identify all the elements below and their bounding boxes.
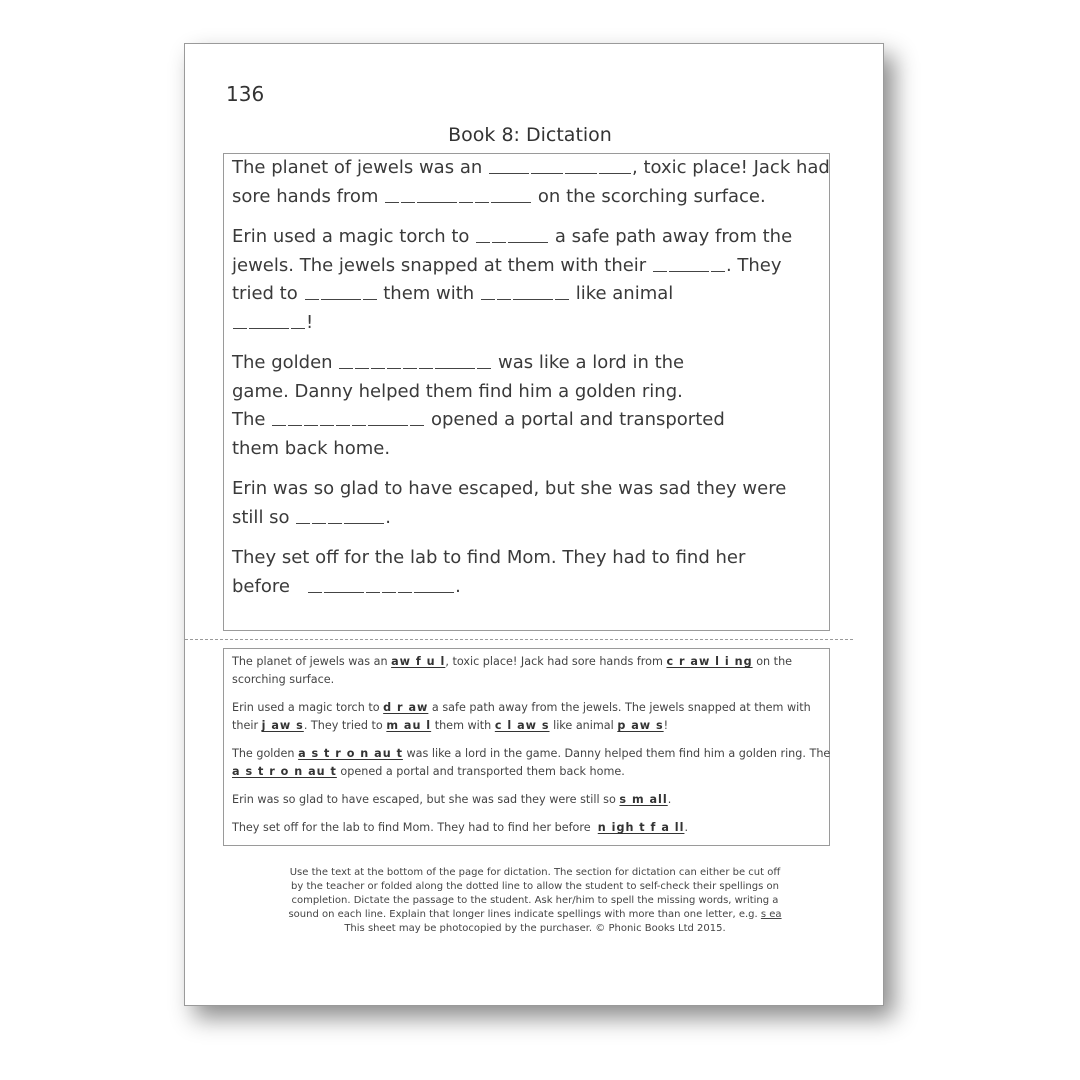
blank-line — [435, 368, 475, 369]
blank-line — [489, 173, 529, 174]
passage-text: game. Danny helped them find him a golden ring. — [232, 380, 683, 402]
blank-line — [475, 202, 489, 203]
passage-text: a safe path away from the — [554, 226, 793, 247]
answer-text: opened a portal and transported them back home. — [340, 765, 625, 778]
answer-word: a s t r o n au t — [232, 765, 337, 778]
dictation-paragraph — [232, 544, 823, 601]
answer-text: , toxic place! Jack had sore hands from — [445, 655, 663, 668]
page-number: 136 — [226, 82, 265, 106]
passage-text: The golden — [232, 352, 333, 373]
passage-text: like animal — [575, 283, 674, 304]
blank-line — [459, 202, 473, 203]
blank-line — [305, 299, 319, 300]
answer-text: The golden — [232, 747, 295, 760]
answer-text: them with — [434, 719, 492, 732]
blank-line — [414, 592, 454, 593]
blank-line — [653, 271, 667, 272]
passage-text: them back home. — [232, 437, 391, 459]
blank-line — [477, 368, 491, 369]
blank-line — [387, 368, 401, 369]
blank-line — [339, 368, 353, 369]
blank-line — [336, 425, 350, 426]
blank-line — [344, 523, 384, 524]
dictation-paragraph — [232, 349, 823, 463]
blank-line — [669, 271, 709, 272]
copyright-line: This sheet may be photocopied by the purchaser. © Phonic Books Ltd 2015. — [344, 923, 726, 934]
blank-line — [403, 368, 417, 369]
passage-text: before — [232, 575, 290, 597]
instruction-line: sound on each line. Explain that longer lines indicate spellings with more than one letter, e.g. — [288, 909, 758, 920]
blank-line — [324, 592, 364, 593]
answer-word: c r aw l i ng — [666, 655, 753, 668]
answer-text: . — [667, 793, 672, 806]
passage-text: . — [455, 575, 461, 597]
blank-line — [308, 592, 322, 593]
blank-line — [368, 425, 408, 426]
answer-word: aw f u l — [391, 655, 446, 668]
blank-line — [321, 299, 361, 300]
blank-line — [249, 328, 289, 329]
answer-word: d r aw — [383, 701, 429, 714]
blank-line — [492, 242, 506, 243]
answer-text: . — [684, 821, 688, 834]
instruction-line: Use the text at the bottom of the page for dictation. The section for dictation can either be cut off — [289, 867, 781, 878]
blank-line — [599, 173, 631, 174]
passage-text: The — [232, 409, 266, 430]
answer-paragraph — [232, 699, 821, 735]
blank-line — [371, 368, 385, 369]
answer-paragraph — [232, 745, 831, 781]
blank-line — [531, 173, 563, 174]
blank-line — [382, 592, 396, 593]
blank-line — [291, 328, 305, 329]
blank-line — [555, 299, 569, 300]
blank-line — [366, 592, 380, 593]
answer-paragraph — [232, 819, 821, 837]
answer-word: a s t r o n au t — [298, 747, 403, 760]
answer-text: was like a lord in the game. Danny helped them find him a golden ring. The — [406, 747, 831, 760]
dictation-paragraph — [232, 475, 823, 532]
answer-paragraph — [232, 791, 821, 809]
blank-line — [508, 242, 548, 243]
passage-text: them with — [383, 283, 475, 304]
answer-text: ! — [663, 719, 669, 732]
passage-text: tried to — [232, 283, 298, 304]
blank-line — [476, 242, 490, 243]
blank-line — [419, 368, 433, 369]
teacher-instructions — [255, 866, 815, 936]
dictation-paragraph — [232, 154, 830, 211]
passage-text: opened a portal and transported — [430, 409, 725, 430]
answer-word: p aw s — [617, 719, 664, 732]
passage-text: jewels. The jewels snapped at them with their — [232, 254, 647, 276]
blank-line — [417, 202, 457, 203]
blank-line — [233, 328, 247, 329]
blank-line — [355, 368, 369, 369]
blank-line — [565, 173, 597, 174]
answer-word: m au l — [386, 719, 432, 732]
blank-line — [288, 425, 302, 426]
answer-word: n igh t f a ll — [597, 821, 685, 834]
answer-text: Erin was so glad to have escaped, but she was sad they were still so — [232, 793, 616, 806]
worksheet-page — [184, 43, 884, 1006]
blank-line — [398, 592, 412, 593]
answer-text: They set off for the lab to find Mom. They had to find her before — [232, 821, 591, 834]
answer-word: j aw s — [261, 719, 304, 732]
passage-text: , toxic place! Jack had — [632, 157, 830, 178]
blank-line — [304, 425, 318, 426]
blank-line — [272, 425, 286, 426]
answer-text: scorching surface. — [232, 673, 335, 686]
blank-line — [328, 523, 342, 524]
instruction-line: by the teacher or folded along the dotted line to allow the student to self-check their spellings on — [291, 881, 779, 892]
answer-word: c l aw s — [494, 719, 550, 732]
example-spelling: s ea — [760, 909, 782, 920]
passage-text: Erin used a magic torch to — [232, 226, 470, 247]
page-title: Book 8: Dictation — [448, 124, 612, 146]
blank-line — [497, 299, 511, 300]
passage-text: sore hands from — [232, 185, 379, 207]
answer-text: on the — [756, 655, 793, 668]
answer-text: their — [232, 719, 259, 732]
answer-text: The planet of jewels was an — [232, 655, 388, 668]
blank-line — [385, 202, 399, 203]
answer-text: like animal — [553, 719, 614, 732]
blank-line — [320, 425, 334, 426]
passage-text: ! — [306, 311, 314, 333]
answer-text: . They tried to — [303, 719, 383, 732]
passage-text: still so — [232, 506, 290, 528]
blank-line — [363, 299, 377, 300]
passage-text: They set off for the lab to find Mom. They had to find her — [232, 547, 746, 568]
answer-paragraph — [232, 653, 821, 689]
answer-key — [223, 648, 830, 846]
blank-line — [711, 271, 725, 272]
passage-text: on the scorching surface. — [537, 185, 766, 207]
answer-text: a safe path away from the jewels. The jewels snapped at them with — [431, 701, 811, 714]
answer-word: s m all — [619, 793, 668, 806]
blank-line — [491, 202, 531, 203]
blank-line — [401, 202, 415, 203]
passage-text: . They — [725, 254, 782, 276]
answer-text: Erin used a magic torch to — [232, 701, 380, 714]
blank-line — [481, 299, 495, 300]
passage-text: Erin was so glad to have escaped, but she was sad they were — [232, 478, 787, 499]
blank-line — [312, 523, 326, 524]
dictation-paragraph — [232, 223, 823, 337]
blank-line — [410, 425, 424, 426]
passage-text: was like a lord in the — [498, 352, 685, 373]
blank-line — [513, 299, 553, 300]
dictation-passage — [223, 153, 830, 631]
cut-fold-line — [185, 639, 853, 640]
blank-line — [296, 523, 310, 524]
passage-text: . — [385, 506, 392, 528]
instruction-line: completion. Dictate the passage to the student. Ask her/him to spell the missing words, writing a — [291, 895, 779, 906]
blank-line — [352, 425, 366, 426]
passage-text: The planet of jewels was an — [232, 157, 483, 178]
